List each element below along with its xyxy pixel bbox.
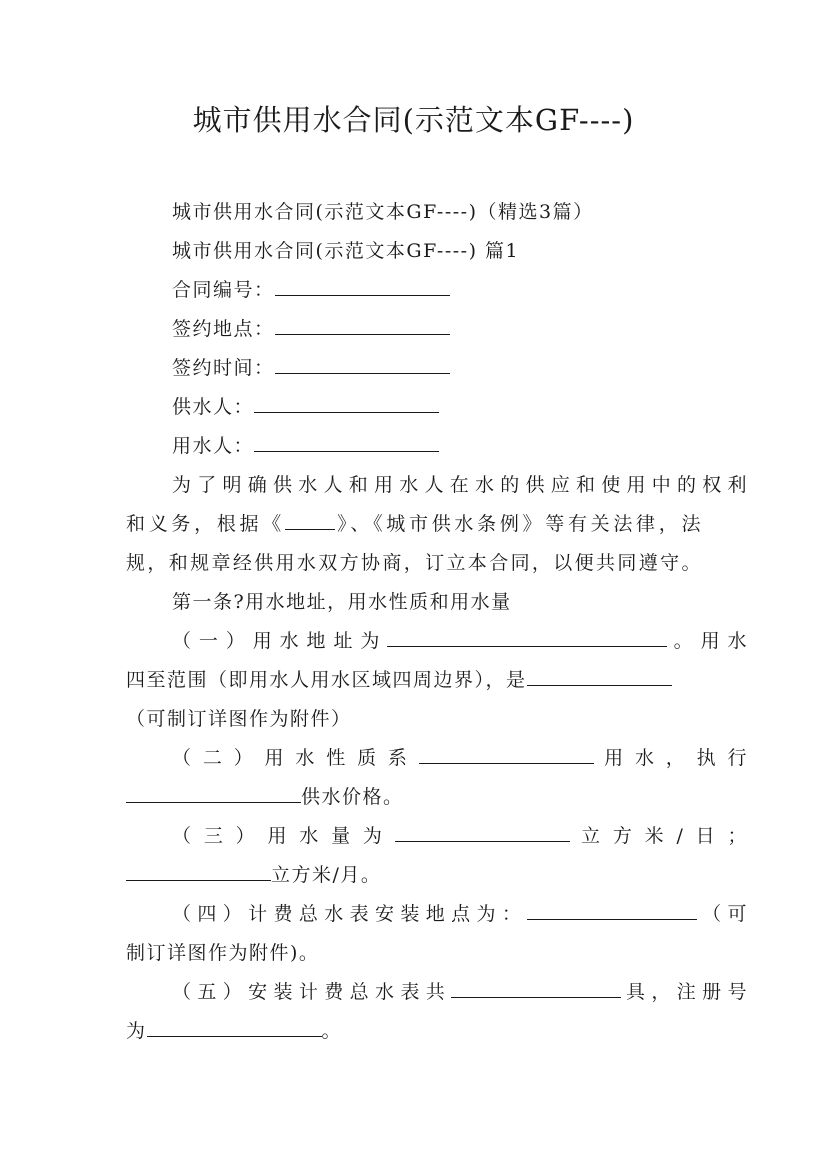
item5-d: 。 [321,1020,343,1042]
sign-time-row [126,354,748,382]
user-row [126,432,748,460]
article1-item5-line2 [126,1017,702,1045]
item3-c: 立方米/月。 [271,864,382,886]
intro-line-2 [126,510,702,538]
boundary-blank [527,667,672,686]
item4-b: （可 [697,903,748,925]
article1-heading: 第一条?用水地址，用水性质和用水量 [172,591,512,613]
item4-a: （四）计费总水表安装地点为： [172,903,528,925]
sign-time-label: 签约时间： [172,357,275,379]
supplier-blank [254,394,439,413]
article1-item4-line1 [126,900,748,928]
daily-volume-blank [395,823,570,842]
article1-item4-line2: 制订详图作为附件)。 [126,942,320,964]
item2-c: 供水价格。 [301,786,404,808]
article1-item5-line1 [126,978,748,1006]
article1-item2-line2 [126,783,702,811]
intro-line-2-a: 和义务，根据《 [126,513,285,535]
item2-b: 用水，执行 [593,747,748,769]
contract-no-row [126,276,748,304]
item5-c: 为 [126,1020,147,1042]
sign-time-blank [275,355,450,374]
item3-a: （三）用水量为 [172,825,395,847]
user-label: 用水人： [172,435,255,457]
sign-place-blank [275,316,450,335]
item1-b: 。用水 [667,630,748,652]
contract-no-blank [275,277,450,296]
law-name-blank [285,511,335,530]
supplier-row [126,393,748,421]
user-blank [254,433,439,452]
section-heading: 城市供用水合同(示范文本GF----) 篇1 [172,240,520,262]
article1-item1-line1 [126,627,748,655]
registration-no-blank [147,1018,322,1037]
meter-location-blank [527,901,697,920]
intro-line-1: 为了明确供水人和用水人在水的供应和使用中的权利 [172,474,748,496]
item3-b: 立方米/日； [569,825,748,847]
item5-b: 具，注册号 [621,981,748,1003]
article1-item1-line2 [126,666,702,694]
price-blank [126,784,301,803]
contract-no-label: 合同编号： [172,279,275,301]
item5-a: （五）安装计费总水表共 [172,981,452,1003]
item1-a: （一）用水地址为 [172,630,388,652]
document-subtitle: 城市供用水合同(示范文本GF----)（精选3篇） [172,201,594,223]
article1-item3-line2 [126,861,702,889]
meter-count-blank [451,979,621,998]
water-nature-blank [419,745,594,764]
intro-line-2-b: 》、《城市供水条例》等有关法律，法 [334,513,702,535]
water-address-blank [387,628,667,647]
article1-item2-line1 [126,744,748,772]
item2-a: （二）用水性质系 [172,747,419,769]
monthly-volume-blank [126,862,271,881]
article1-item3-line1 [126,822,748,850]
sign-place-row [126,315,748,343]
article1-item1-line3: （可制订详图作为附件） [126,708,352,730]
document-title: 城市供用水合同(示范文本GF----) [192,103,635,137]
sign-place-label: 签约地点： [172,318,275,340]
intro-line-3: 规，和规章经供用水双方协商，订立本合同，以便共同遵守。 [126,552,702,574]
supplier-label: 供水人： [172,396,255,418]
item1-c: 四至范围（即用水人用水区域四周边界），是 [126,669,527,691]
